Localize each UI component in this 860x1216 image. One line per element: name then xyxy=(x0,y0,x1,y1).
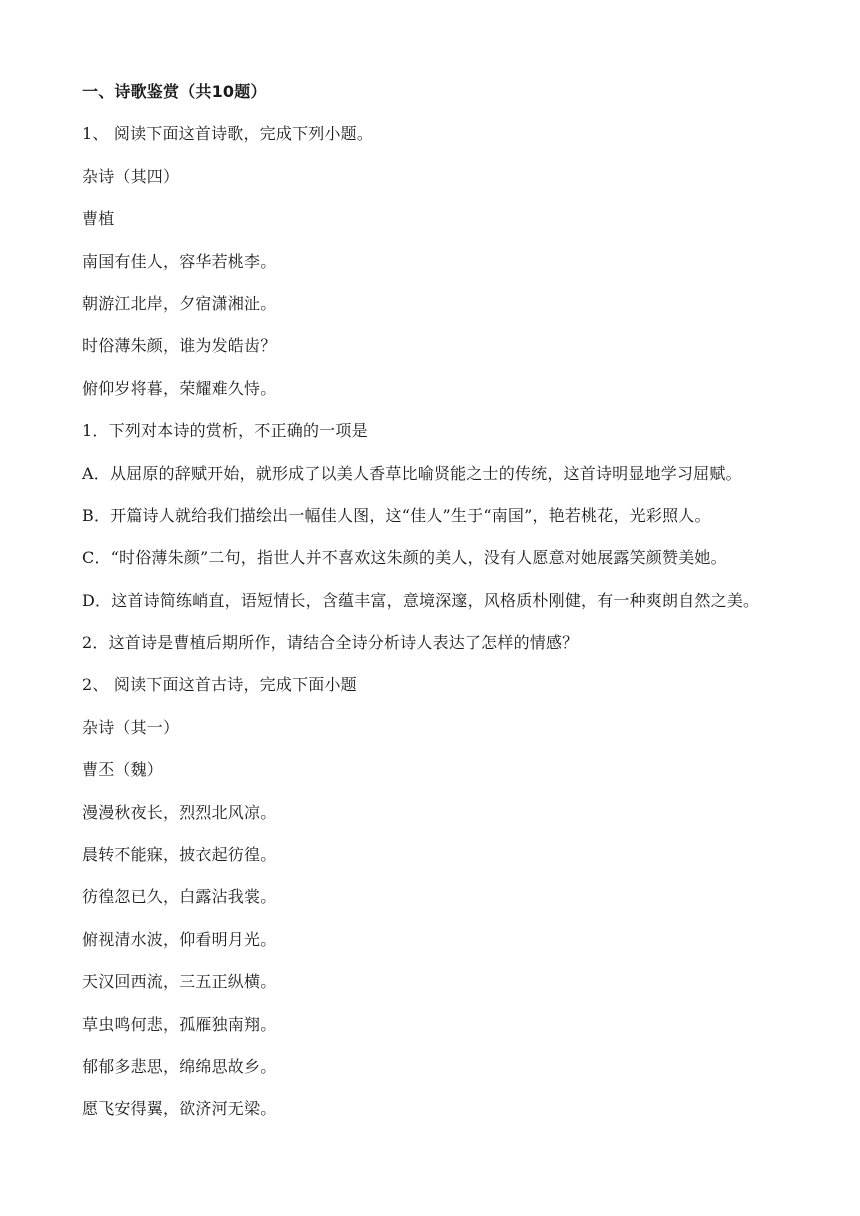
poem-2-line: 愿飞安得翼，欲济河无梁。 xyxy=(82,1099,277,1119)
poem-2-line: 天汉回西流，三五正纵横。 xyxy=(82,972,277,992)
option-b: B．开篇诗人就给我们描绘出一幅佳人图，这“佳人”生于“南国”，艳若桃花，光彩照人。 xyxy=(82,505,711,525)
poem-2-author: 曹丕（魏） xyxy=(82,760,164,780)
poem-2-line: 晨转不能寐，披衣起彷徨。 xyxy=(82,845,277,865)
poem-2-line: 彷徨忽已久，白露沾我裳。 xyxy=(82,887,277,907)
poem-2-line: 草虫鸣何悲，孤雁独南翔。 xyxy=(82,1014,277,1034)
question-1-prompt: 1、 阅读下面这首诗歌，完成下列小题。 xyxy=(82,124,374,144)
poem-2-line: 漫漫秋夜长，烈烈北风凉。 xyxy=(82,802,277,822)
poem-1-author: 曹植 xyxy=(82,209,115,229)
poem-1-line: 俯仰岁将暮，荣耀难久恃。 xyxy=(82,378,277,398)
poem-1-title: 杂诗（其四） xyxy=(82,166,180,186)
poem-1-line: 时俗薄朱颜，谁为发皓齿？ xyxy=(82,336,277,356)
section-heading: 一、诗歌鉴赏（共10题） xyxy=(82,82,267,101)
poem-1-line: 朝游江北岸，夕宿潇湘沚。 xyxy=(82,293,277,313)
document-page xyxy=(82,82,842,1142)
poem-2-line: 俯视清水波，仰看明月光。 xyxy=(82,929,277,949)
poem-2-title: 杂诗（其一） xyxy=(82,717,180,737)
sub-question-1: 1．下列对本诗的赏析，不正确的一项是 xyxy=(82,421,368,441)
poem-2-line: 郁郁多悲思，绵绵思故乡。 xyxy=(82,1056,277,1076)
sub-question-2: 2．这首诗是曹植后期所作，请结合全诗分析诗人表达了怎样的情感？ xyxy=(82,633,579,653)
option-d: D．这首诗简练峭直，语短情长，含蕴丰富，意境深邃，风格质朴刚健，有一种爽朗自然之美。 xyxy=(82,590,760,610)
question-2-prompt: 2、 阅读下面这首古诗，完成下面小题 xyxy=(82,675,357,695)
option-c: C．“时俗薄朱颜”二句，指世人并不喜欢这朱颜的美人，没有人愿意对她展露笑颜赞美她。 xyxy=(82,548,727,568)
poem-1-line: 南国有佳人，容华若桃李。 xyxy=(82,251,277,271)
option-a: A．从屈原的辞赋开始，就形成了以美人香草比喻贤能之士的传统，这首诗明显地学习屈赋。 xyxy=(82,463,742,483)
